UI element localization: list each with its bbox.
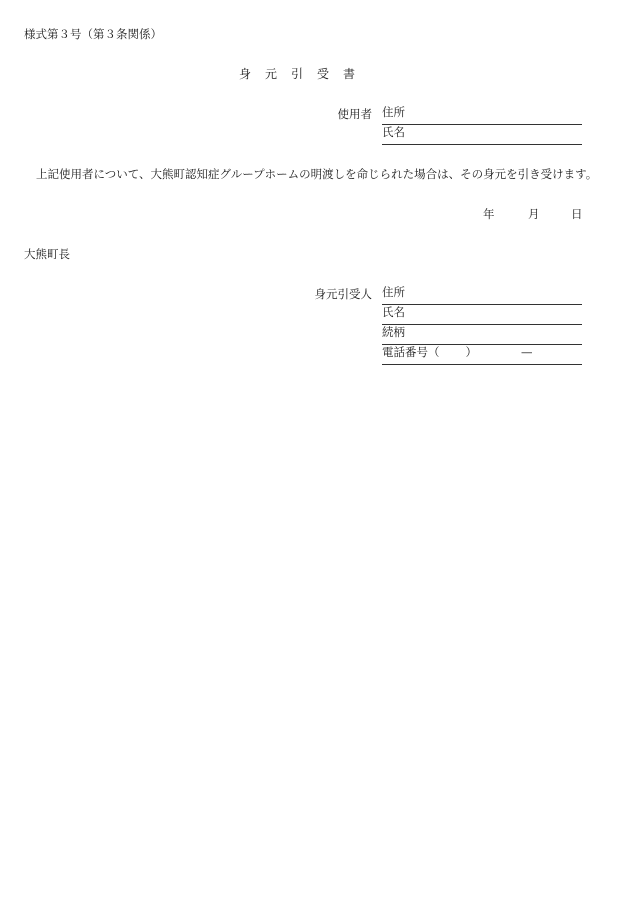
guarantor-relationship-label: 続柄: [382, 325, 405, 339]
guarantor-phone-field[interactable]: [382, 345, 582, 365]
user-address-field[interactable]: [382, 105, 582, 125]
phone-open-paren: （: [428, 345, 440, 359]
guarantor-address-field[interactable]: [382, 285, 582, 305]
user-name-label: 氏名: [382, 125, 405, 139]
user-label: 使用者: [337, 107, 372, 121]
document-title: 身元引受書: [238, 67, 369, 81]
form-number: 様式第３号（第３条関係）: [24, 27, 162, 41]
user-address-label: 住所: [382, 105, 405, 119]
date-day: 日: [571, 207, 583, 221]
user-name-field[interactable]: [382, 125, 582, 145]
guarantor-address-label: 住所: [382, 285, 405, 299]
guarantor-relationship-field[interactable]: [382, 325, 582, 345]
guarantor-phone-label: 電話番号: [382, 345, 428, 359]
date-month: 月: [528, 207, 540, 221]
addressee: 大熊町長: [24, 247, 70, 261]
guarantor-label: 身元引受人: [314, 287, 372, 301]
date-year: 年: [483, 207, 495, 221]
guarantor-name-label: 氏名: [382, 305, 405, 319]
body-text: 上記使用者について、大熊町認知症グループホームの明渡しを命じられた場合は、その身元を引き受けます。: [36, 167, 598, 181]
guarantor-name-field[interactable]: [382, 305, 582, 325]
phone-close-paren: ）: [465, 345, 477, 359]
phone-dash: —: [521, 345, 533, 359]
